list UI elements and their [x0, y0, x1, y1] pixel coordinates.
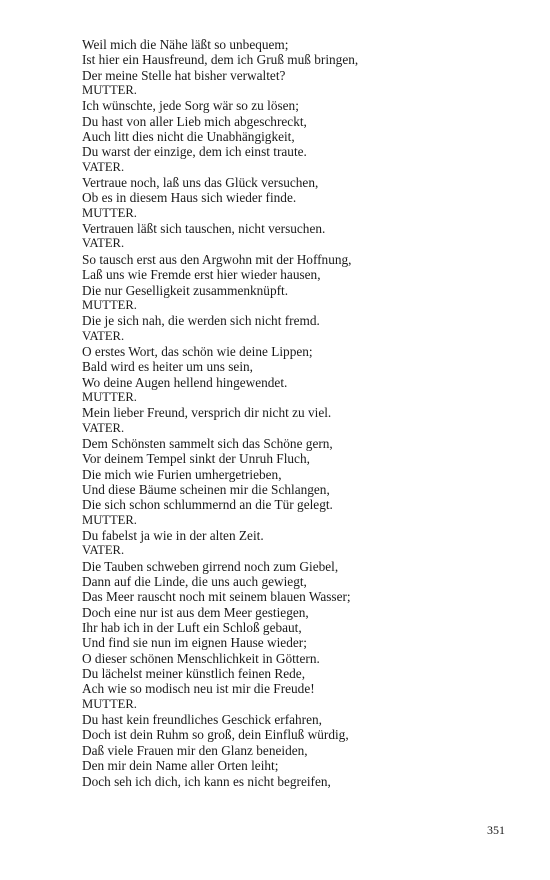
speaker-label: MUTTER.	[82, 512, 137, 527]
speaker-label: MUTTER.	[82, 205, 137, 220]
verse-line: Du lächelst meiner künstlich feinen Rede,	[82, 666, 306, 682]
verse-line: Doch seh ich dich, ich kann es nicht begreifen,	[82, 773, 331, 789]
verse-line: Die sich schon schlummernd an die Tür gelegt.	[82, 497, 333, 513]
speaker-label: MUTTER.	[82, 389, 137, 404]
verse-line: Weil mich die Nähe läßt so unbequem;	[82, 37, 289, 52]
verse-line: Und diese Bäume scheinen mir die Schlangen,	[82, 481, 330, 497]
verse-line: Mein lieber Freund, versprich dir nicht zu viel.	[82, 405, 332, 421]
verse-line: Die je sich nah, die werden sich nicht fremd.	[82, 313, 320, 329]
speaker-label: VATER.	[82, 159, 125, 174]
verse-line: Vor deinem Tempel sinkt der Unruh Fluch,	[82, 451, 310, 467]
verse-text-block	[82, 37, 502, 789]
verse-line: Und find sie nun im eignen Hause wieder;	[82, 635, 307, 651]
verse-line: Bald wird es heiter um uns sein,	[82, 359, 253, 375]
verse-line: Doch eine nur ist aus dem Meer gestiegen,	[82, 604, 309, 620]
verse-line: Daß viele Frauen mir den Glanz beneiden,	[82, 742, 308, 758]
verse-line: Du hast kein freundliches Geschick erfahren,	[82, 712, 322, 728]
verse-line: Ihr hab ich in der Luft ein Schloß gebaut,	[82, 620, 302, 636]
verse-line: Vertrauen läßt sich tauschen, nicht versuchen.	[82, 221, 326, 237]
verse-line: Der meine Stelle hat bisher verwaltet?	[82, 67, 286, 83]
verse-line: Du warst der einzige, dem ich einst traute.	[82, 144, 307, 160]
verse-line: Du fabelst ja wie in der alten Zeit.	[82, 528, 264, 543]
verse-line: Die Tauben schweben girrend noch zum Giebel,	[82, 558, 339, 574]
verse-line: Laß uns wie Fremde erst hier wieder hausen,	[82, 267, 321, 283]
verse-line: So tausch erst aus den Argwohn mit der Hoffnung,	[82, 251, 352, 267]
verse-line: Ach wie so modisch neu ist mir die Freude!	[82, 681, 315, 697]
verse-line: Ist hier ein Hausfreund, dem ich Gruß muß bringen,	[82, 52, 359, 68]
verse-line: Doch ist dein Ruhm so groß, dein Einfluß würdig,	[82, 727, 349, 743]
speaker-label: VATER.	[82, 236, 125, 251]
verse-line: Wo deine Augen hellend hingewendet.	[82, 374, 288, 390]
verse-line: Ich wünschte, jede Sorg wär so zu lösen;	[82, 98, 299, 114]
verse-line: Vertraue noch, laß uns das Glück versuchen,	[82, 175, 319, 191]
verse-line: Den mir dein Name aller Orten leiht;	[82, 758, 279, 774]
speaker-label: VATER.	[82, 543, 125, 558]
verse-line: Du hast von aller Lieb mich abgeschreckt,	[82, 113, 307, 129]
speaker-label: MUTTER.	[82, 297, 137, 312]
verse-line: O erstes Wort, das schön wie deine Lippen;	[82, 343, 313, 359]
speaker-label: VATER.	[82, 328, 125, 343]
speaker-label: MUTTER.	[82, 696, 137, 711]
speaker-label: MUTTER.	[82, 83, 137, 98]
verse-line: Dem Schönsten sammelt sich das Schöne gern,	[82, 435, 333, 451]
verse-line: Die nur Geselligkeit zusammenknüpft.	[82, 282, 289, 298]
verse-line: Auch litt dies nicht die Unabhängigkeit,	[82, 129, 295, 145]
verse-line: Die mich wie Furien umhergetrieben,	[82, 466, 282, 482]
speaker-label: VATER.	[82, 420, 125, 435]
verse-line: Ob es in diesem Haus sich wieder finde.	[82, 190, 297, 206]
verse-line: Das Meer rauscht noch mit seinem blauen Wasser;	[82, 589, 351, 605]
verse-line: O dieser schönen Menschlichkeit in Göttern.	[82, 650, 320, 666]
page-number: 351	[487, 823, 505, 837]
verse-line: Dann auf die Linde, die uns auch gewiegt,	[82, 574, 307, 590]
